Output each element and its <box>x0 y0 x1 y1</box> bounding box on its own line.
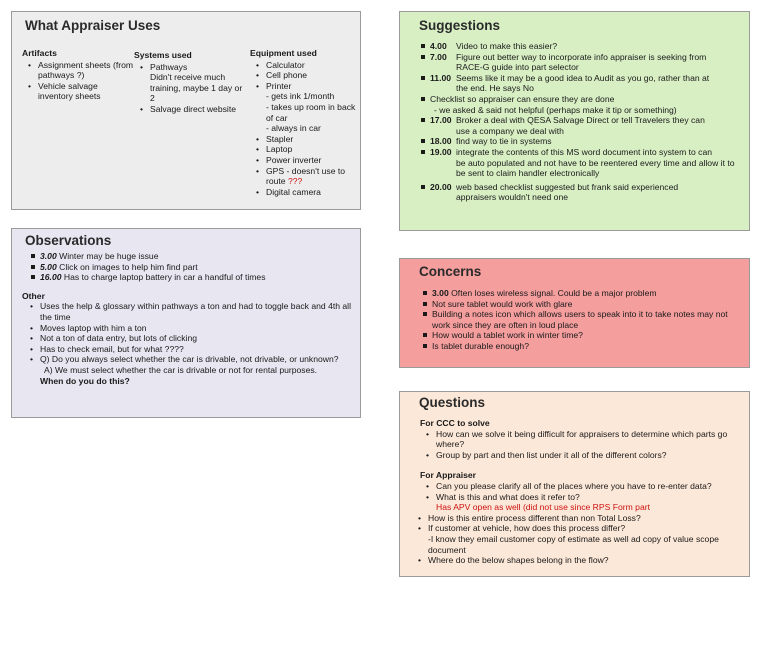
observation-followup: When do you do this? <box>40 375 130 386</box>
suggestion-num: 4.00 <box>430 41 447 51</box>
suggestion-item <box>430 147 746 179</box>
observation-time: 5.00 <box>40 261 57 272</box>
other-observation: • Has to check email, but for what ???? <box>40 344 356 355</box>
observations-title: Observations <box>25 233 112 248</box>
gps-question: ??? <box>287 176 303 187</box>
suggestion-continued: the end. He says No <box>456 83 534 94</box>
equipment-heading: Equipment used <box>250 48 317 58</box>
observation-text: Click on images to help him find part <box>59 261 198 272</box>
appraiser-question: • Can you please clarify all of the places where you have to re-enter data? <box>436 481 746 492</box>
suggestion-text: Figure out better way to incorporate info appraiser is seeking from <box>456 51 707 62</box>
concerns-card <box>399 258 750 368</box>
observation-time: 16.00 <box>40 272 62 283</box>
suggestion-num: 11.00 <box>430 72 452 83</box>
suggestions-body <box>430 41 746 203</box>
suggestion-continued: RACE-G guide into part selector <box>456 62 579 73</box>
appraiser-questions-heading: For Appraiser <box>420 470 477 481</box>
ccc-question: • Group by part and then list under it all of the different colors? <box>436 450 746 461</box>
system-item: • Pathways <box>150 62 246 73</box>
equipment-note: - takes up room in back of car <box>266 101 356 123</box>
suggestion-num: 7.00 <box>430 51 447 62</box>
equipment-item: • Cell phone <box>266 70 362 81</box>
concern-item <box>432 288 746 299</box>
observation-answer: A) We must select whether the car is drivable or not for rental purposes. <box>44 364 318 375</box>
equipment-item-gps <box>266 166 362 187</box>
equipment-note: - always in car <box>266 123 321 134</box>
suggestion-num: 20.00 <box>430 181 452 192</box>
artifact-item: • Assignment sheets (from pathways ?) <box>38 60 134 81</box>
concern-num: 3.00 <box>432 288 449 298</box>
suggestion-text: Seems like it may be a good idea to Audit as you go, rather than at <box>456 72 710 83</box>
suggestion-text: find way to tie in systems <box>456 136 552 147</box>
observation-text: Winter may be huge issue <box>59 251 159 261</box>
system-note: Didn't receive much training, maybe 1 day or 2 <box>150 72 243 104</box>
questions-card <box>399 391 750 577</box>
concern-item: Not sure tablet would work with glare <box>432 299 746 310</box>
questions-title: Questions <box>419 395 486 410</box>
suggestion-item <box>430 94 746 115</box>
ccc-heading: For CCC to solve <box>420 418 490 428</box>
suggestion-num: 19.00 <box>430 146 452 157</box>
appraiser-question: • If customer at vehicle, how does this process differ? <box>428 523 746 534</box>
concerns-body <box>432 288 746 352</box>
concern-item: Is tablet durable enough? <box>432 341 746 352</box>
observation-time: 3.00 <box>40 251 57 261</box>
equipment-item: • Laptop <box>266 144 362 155</box>
suggestion-text: integrate the contents of this MS word document into system to can <box>456 146 713 157</box>
appraiser-question: • Where do the below shapes belong in the flow? <box>428 555 746 566</box>
suggestion-continued: be auto populated and not have to be reentered every time and allow it to be sent to claim handler electronically <box>456 157 735 179</box>
suggestions-title: Suggestions <box>419 18 501 33</box>
suggestion-text: web based checklist suggested but frank said experienced <box>456 181 679 192</box>
equipment-item: • Printer <box>266 81 362 92</box>
suggestion-item <box>430 136 746 147</box>
suggestion-item <box>430 73 746 94</box>
equipment-column <box>250 48 362 197</box>
suggestion-num: 18.00 <box>430 136 452 147</box>
other-heading: Other <box>22 290 45 301</box>
equipment-note: - gets ink 1/month <box>266 91 335 102</box>
system-item: • Salvage direct website <box>150 104 246 115</box>
timed-observation <box>40 251 356 262</box>
appraiser-question: • What is this and what does it refer to? <box>436 492 746 503</box>
equipment-item: • Calculator <box>266 60 362 71</box>
appraiser-card <box>11 11 361 210</box>
concern-item: Building a notes icon which allows users to speak into it to take notes may not work since they are often in loud place <box>432 309 746 330</box>
equipment-item: • Power inverter <box>266 155 362 166</box>
suggestion-continued: appraisers wouldn't need one <box>456 192 569 203</box>
questions-body <box>420 418 746 566</box>
equipment-item: • Digital camera <box>266 187 362 198</box>
gps-label: GPS - doesn't use to route <box>266 165 346 187</box>
suggestions-card <box>399 11 750 231</box>
suggestion-text: Video to make this easier? <box>456 41 558 51</box>
appraiser-question: • How is this entire process different than non Total Loss? <box>428 513 746 524</box>
other-observation: • Not a ton of data entry, but lots of clicking <box>40 333 356 344</box>
other-observation: • Moves laptop with him a ton <box>40 323 356 334</box>
apv-note: Has APV open as well (did not use since RPS Form part <box>436 502 650 513</box>
email-note: -I know they email customer copy of estimate as well ad copy of value scope document <box>428 533 719 555</box>
ccc-question: • How can we solve it being difficult for appraisers to determine which parts go where? <box>436 429 746 450</box>
concern-text: Often loses wireless signal. Could be a major problem <box>451 288 657 298</box>
artifacts-heading: Artifacts <box>22 48 57 58</box>
suggestion-continued: - we asked & said not helpful (perhaps make it tip or something) <box>434 104 677 115</box>
concerns-title: Concerns <box>419 264 482 279</box>
systems-heading: Systems used <box>134 50 192 60</box>
equipment-item: • Stapler <box>266 134 362 145</box>
observations-body <box>22 251 356 386</box>
other-observation: • Q) Do you always select whether the car is drivable, not drivable, or unknown? <box>40 354 356 365</box>
artifact-item: • Vehicle salvage inventory sheets <box>38 81 134 102</box>
systems-column <box>134 50 246 115</box>
other-observation: • Uses the help & glossary within pathways a ton and had to toggle back and 4th all the time <box>40 301 356 322</box>
timed-observation <box>40 262 356 273</box>
suggestion-item <box>430 41 746 52</box>
observations-card <box>11 228 361 418</box>
artifacts-column <box>22 48 134 102</box>
appraiser-title: What Appraiser Uses <box>25 18 161 33</box>
suggestion-item <box>430 115 746 136</box>
suggestion-num: 17.00 <box>430 115 452 126</box>
suggestion-text: Checklist so appraiser can ensure they are done <box>430 93 615 104</box>
suggestion-item <box>430 182 746 203</box>
observation-text: Has to charge laptop battery in car a handful of times <box>63 272 266 283</box>
suggestion-item <box>430 52 746 73</box>
suggestion-text: Broker a deal with QESA Salvage Direct or tell Travelers they can <box>456 115 705 126</box>
timed-observation <box>40 272 356 283</box>
suggestion-continued: use a company we deal with <box>456 125 564 136</box>
concern-item: How would a tablet work in winter time? <box>432 330 746 341</box>
